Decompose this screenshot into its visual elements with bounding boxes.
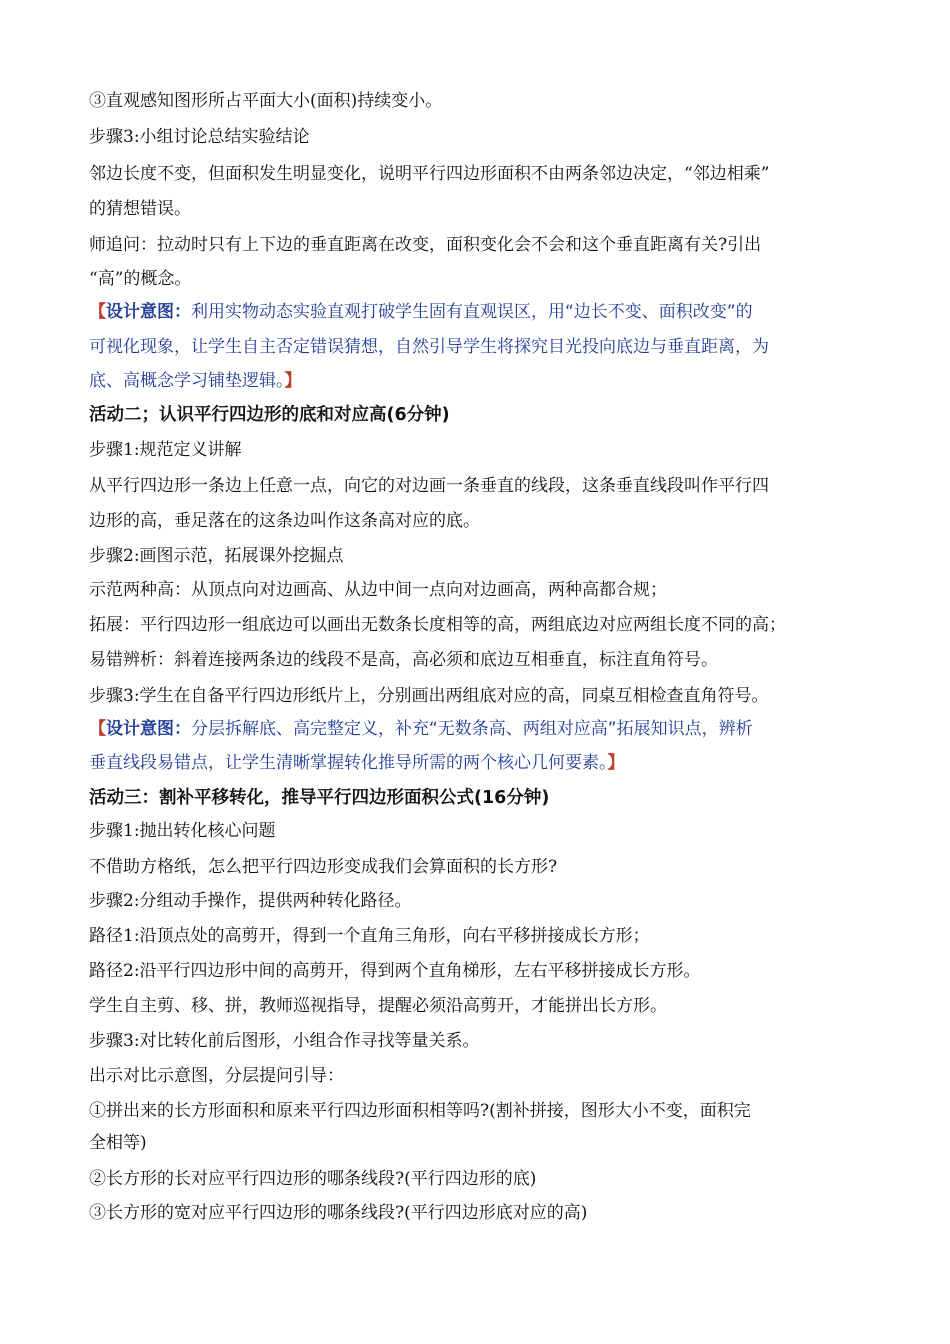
open-bracket: 【 [89,302,106,322]
design-intent-label: 设计意图： [106,302,191,322]
step-title: 步骤3:小组讨论总结实验结论 [89,127,310,147]
section-heading: 活动三：割补平移转化，推导平行四边形面积公式(16分钟) [89,788,550,808]
design-intent-note [89,718,753,740]
section-heading: 活动二；认识平行四边形的底和对应高(6分钟) [89,405,450,425]
text-line: 的猜想错误。 [89,199,191,219]
design-intent-text: 分层拆解底、高完整定义，补充“无数条高、两组对应高”拓展知识点，辨析 [191,719,753,739]
design-intent-note-end [89,370,302,392]
text-line: 从平行四边形一条边上任意一点，向它的对边画一条垂直的线段，这条垂直线段叫作平行四 [89,476,769,496]
text-line: ①拼出来的长方形面积和原来平行四边形面积相等吗?(割补拼接，图形大小不变，面积完 [89,1101,751,1121]
text-line: 全相等) [89,1133,147,1153]
text-line: 出示对比示意图，分层提问引导： [89,1066,344,1086]
design-intent-text: 垂直线段易错点，让学生清晰掌握转化推导所需的两个核心几何要素。 [89,753,608,773]
step-title: 步骤2:画图示范，拓展课外挖掘点 [89,546,344,566]
text-line: 边形的高，垂足落在的这条边叫作这条高对应的底。 [89,511,480,531]
design-intent-text: 利用实物动态实验直观打破学生固有直观误区，用“边长不变、面积改变”的 [191,302,753,322]
text-line: 拓展：平行四边形一组底边可以画出无数条长度相等的高，两组底边对应两组长度不同的高； [89,615,786,635]
close-bracket: 】 [284,371,302,391]
close-bracket: 】 [607,753,625,773]
step-title: 步骤1:抛出转化核心问题 [89,821,276,841]
text-line: 路径1:沿顶点处的高剪开，得到一个直角三角形，向右平移拼接成长方形； [89,926,650,946]
step-title: 步骤3:对比转化前后图形，小组合作寻找等量关系。 [89,1031,480,1051]
text-line: 示范两种高：从顶点向对边画高、从边中间一点向对边画高，两种高都合规； [89,580,667,600]
text-line: 路径2:沿平行四边形中间的高剪开，得到两个直角梯形，左右平移拼接成长方形。 [89,961,701,981]
text-line: 学生自主剪、移、拼，教师巡视指导，提醒必须沿高剪开，才能拼出长方形。 [89,996,667,1016]
text-line: ③直观感知图形所占平面大小(面积)持续变小。 [89,91,443,111]
design-intent-note-end [89,752,625,774]
text-line: ③长方形的宽对应平行四边形的哪条线段?(平行四边形底对应的高) [89,1203,588,1223]
open-bracket: 【 [89,719,106,739]
step-title: 步骤3:学生在自备平行四边形纸片上，分别画出两组底对应的高，同桌互相检查直角符号。 [89,686,769,706]
design-intent-text: 底、高概念学习铺垫逻辑。 [89,371,285,391]
text-line: 易错辨析：斜着连接两条边的线段不是高，高必须和底边互相垂直，标注直角符号。 [89,650,718,670]
step-title: 步骤2:分组动手操作，提供两种转化路径。 [89,891,412,911]
design-intent-label: 设计意图： [106,719,191,739]
text-line: ②长方形的长对应平行四边形的哪条线段?(平行四边形的底) [89,1169,537,1189]
step-title: 步骤1:规范定义讲解 [89,440,242,460]
text-line: 师追问：拉动时只有上下边的垂直距离在改变，面积变化会不会和这个垂直距离有关?引出 [89,235,762,255]
design-intent-note [89,301,753,323]
text-line: 不借助方格纸，怎么把平行四边形变成我们会算面积的长方形? [89,857,558,877]
text-line: “高”的概念。 [89,269,192,289]
text-line: 邻边长度不变，但面积发生明显变化，说明平行四边形面积不由两条邻边决定，“邻边相乘” [89,164,770,184]
design-intent-text: 可视化现象，让学生自主否定错误猜想，自然引导学生将探究目光投向底边与垂直距离，为 [89,337,769,357]
